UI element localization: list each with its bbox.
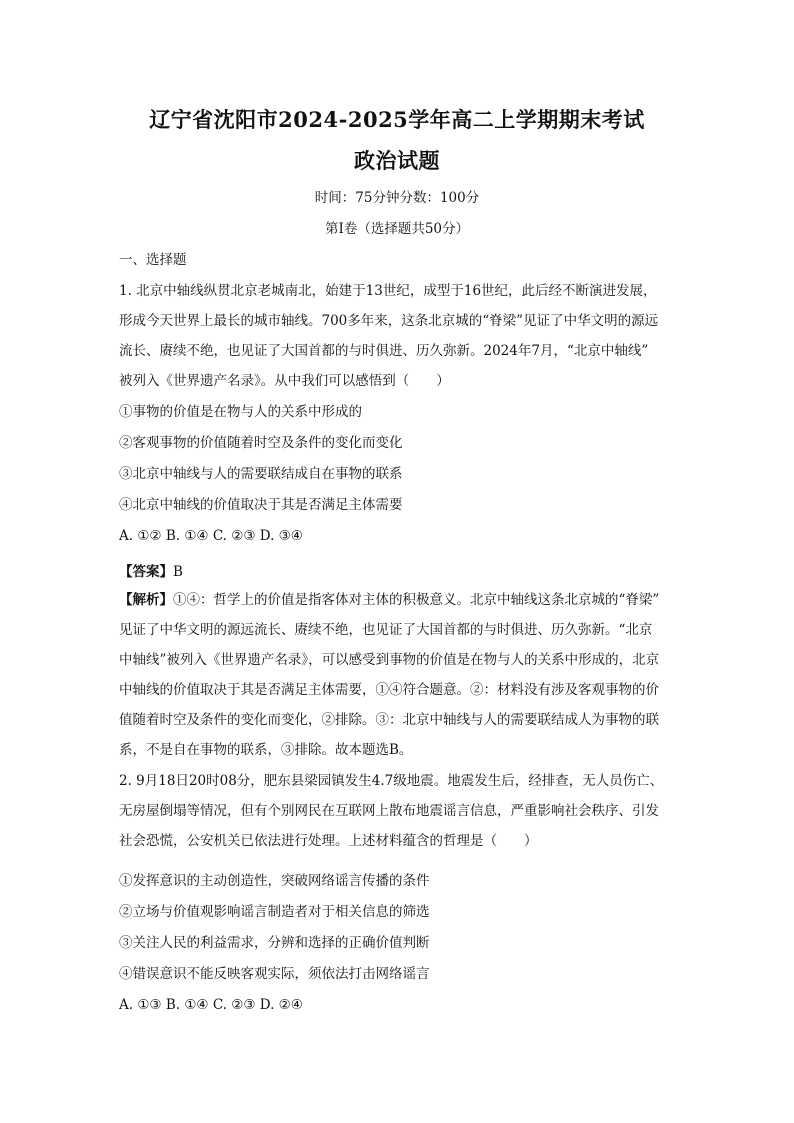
question-1-stem-line: 被列入《世界遗产名录》。从中我们可以感悟到（ ） — [119, 373, 450, 389]
analysis-label: 【解析】 — [119, 592, 173, 608]
question-2-option: ②立场与价值观影响谣言制造者对于相关信息的筛选 — [119, 904, 430, 920]
analysis-line: 中轴线的价值取决于其是否满足主体需要，①④符合题意。②：材料没有涉及客观事物的价 — [119, 682, 659, 698]
question-2-option: ①发挥意识的主动创造性，突破网络谣言传播的条件 — [119, 873, 430, 889]
question-1-option: ②客观事物的价值随着时空及条件的变化而变化 — [119, 435, 403, 451]
exam-time-score: 时间：75分钟分数：100分 — [314, 190, 480, 206]
question-2-stem-line: 无房屋倒塌等情况，但有个别网民在互联网上散布地震谣言信息，严重影响社会秩序、引发 — [119, 803, 659, 819]
question-2-option: ④错误意识不能反映客观实际，须依法打击网络谣言 — [119, 966, 430, 982]
question-2-stem — [119, 766, 685, 856]
analysis-line: 见证了中华文明的源远流长、赓续不绝，也见证了大国首都的与时俱进、历久弥新。“北京 — [119, 622, 653, 638]
exam-subject: 政治试题 — [354, 148, 440, 173]
part-heading: 第Ⅰ卷（选择题共50分） — [324, 221, 469, 237]
question-1-analysis — [119, 585, 685, 765]
question-1-options — [119, 397, 685, 552]
question-1-option: ④北京中轴线的价值取决于其是否满足主体需要 — [119, 497, 403, 513]
question-2-stem-line: 2. 9月18日20时08分，肥东县梁园镇发生4.7级地震。地震发生后，经排查，无人员伤亡、 — [119, 773, 664, 789]
answer-value: B — [173, 564, 183, 580]
question-1-stem — [119, 276, 685, 396]
question-2-choices: A. ①③ B. ①④ C. ②③ D. ②④ — [119, 997, 303, 1013]
question-1-option: ③北京中轴线与人的需要联结成自在事物的联系 — [119, 466, 403, 482]
question-1-answer — [119, 560, 685, 580]
exam-title: 辽宁省沈阳市2024-2025学年高二上学期期末考试 — [149, 107, 645, 132]
question-1-stem-line: 形成今天世界上最长的城市轴线。700多年来，这条北京城的“脊梁”见证了中华文明的源远 — [119, 313, 659, 329]
analysis-line — [119, 585, 685, 615]
answer-label: 【答案】 — [119, 564, 173, 580]
analysis-line: 中轴线”被列入《世界遗产名录》，可以感受到事物的价值是在物与人的关系中形成的，北京 — [119, 652, 660, 668]
question-2-stem-line: 社会恐慌，公安机关已依法进行处理。上述材料蕴含的哲理是（ ） — [119, 833, 538, 849]
analysis-line: 系，不是自在事物的联系，③排除。故本题选B。 — [119, 742, 413, 758]
analysis-line: 值随着时空及条件的变化而变化，②排除。③：北京中轴线与人的需要联结成人为事物的联 — [119, 712, 659, 728]
question-1-choices: A. ①② B. ①④ C. ②③ D. ③④ — [119, 528, 303, 544]
question-2-option: ③关注人民的利益需求，分辨和选择的正确价值判断 — [119, 935, 430, 951]
question-1-option: ①事物的价值是在物与人的关系中形成的 — [119, 404, 362, 420]
question-1-stem-line: 流长、赓续不绝，也见证了大国首都的与时俱进、历久弥新。2024年7月，“北京中轴线” — [119, 343, 649, 359]
section-heading: 一、选择题 — [119, 252, 187, 268]
analysis-text: ①④：哲学上的价值是指客体对主体的积极意义。北京中轴线这条北京城的“脊梁” — [173, 592, 660, 608]
question-1-stem-line: 1. 北京中轴线纵贯北京老城南北，始建于13世纪，成型于16世纪，此后经不断演进发展， — [119, 283, 657, 299]
question-2-options — [119, 866, 685, 1021]
